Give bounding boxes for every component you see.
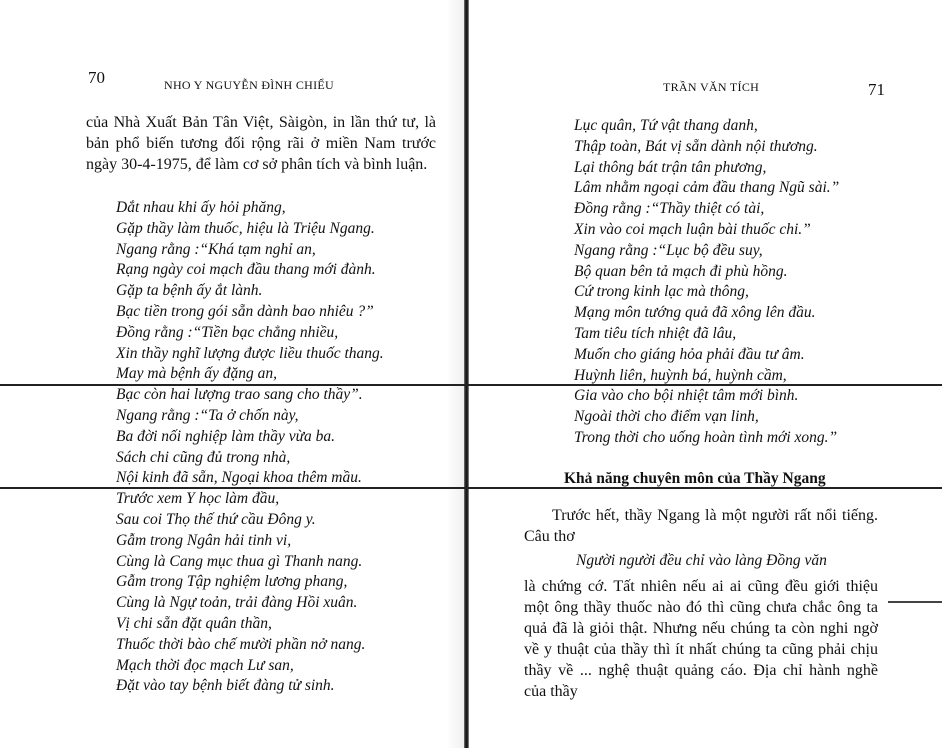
verse-line: Cùng là Ngự toản, trải đàng Hồi xuân. (116, 594, 358, 612)
verse-line: Thập toàn, Bát vị sẵn dành nội thương. (574, 137, 818, 155)
right-page (470, 0, 942, 748)
verse-line: Xin vào coi mạch luận bài thuốc chi.” (574, 220, 811, 238)
verse-line: Ngang rằng :“Lục bộ đều suy, (574, 241, 763, 259)
verse-line: Dắt nhau khi ấy hỏi phăng, (116, 199, 286, 216)
verse-line: Ngoài thời cho điểm vạn linh, (574, 408, 759, 426)
verse-line: Gặp ta bệnh ấy ắt lành. (116, 282, 263, 300)
verse-line: Đồng rằng :“Tiền bạc chẳng nhiều, (116, 323, 339, 341)
verse-line: Bộ quan bên tả mạch đi phù hồng. (574, 262, 788, 280)
paragraph-2-text: là chứng cớ. Tất nhiên nếu ai ai cũng đều giới thiệu một ông thầy thuốc nào đó thì cũng chưa chắc ông ta quả đã là giỏi thật. Nhưng nếu chúng ta còn nghi ngờ về y thuật của thầy thì ít nhất chúng ta cũng phải chịu thầy về ... nghệ thuật quảng cáo. Địa chỉ hành nghề của thầy (524, 578, 878, 700)
verse-line: Ngang rằng :“Ta ở chốn này, (116, 406, 299, 424)
verse-line: Thuốc thời bào chế mười phần nở nang. (116, 635, 366, 653)
intro-paragraph-text: của Nhà Xuất Bản Tân Việt, Sàigòn, in lần thứ tư, là bản phổ biến tương đối rộng rãi ở miền Nam trước ngày 30-4-1975, để làm cơ sở phân tích và bình luận. (86, 114, 436, 173)
scan-line-upper (0, 384, 942, 386)
verse-line: Lâm nhằm ngoại cảm đầu thang Ngũ sài.” (574, 179, 840, 197)
verse-line: Muốn cho giáng hỏa phải đầu tư âm. (574, 345, 805, 363)
left-page (0, 0, 466, 748)
verse-line: Đặt vào tay bệnh biết đàng tử sinh. (116, 677, 335, 695)
body-paragraph-2 (524, 576, 878, 702)
verse-line: Trước xem Y học làm đầu, (116, 490, 280, 508)
section-heading: Khả năng chuyên môn của Thầy Ngang (564, 470, 826, 487)
verse-line: Cứ trong kinh lạc mà thông, (574, 283, 749, 301)
verse-line: Mạch thời đọc mạch Lư san, (116, 656, 294, 674)
scan-line-lower (0, 487, 942, 489)
verse-line: Gia vào cho bội nhiệt tâm mới bình. (574, 387, 799, 405)
verse-line: Tam tiêu tích nhiệt đã lâu, (574, 324, 737, 342)
verse-line: Nội kinh đã sẵn, Ngoại khoa thêm mầu. (116, 469, 362, 487)
verse-line: Vị chi sẵn đặt quân thần, (116, 614, 272, 632)
body-paragraph-1 (524, 505, 878, 547)
verse-line: Rạng ngày coi mạch đầu thang mới đành. (116, 261, 376, 279)
verse-line: Lục quân, Tứ vật thang danh, (574, 117, 758, 134)
quoted-verse: Người người đều chỉ vào làng Đồng văn (576, 552, 827, 569)
verse-line: Cùng là Cang mục thua gì Thanh nang. (116, 552, 363, 570)
verse-line: Đồng rằng :“Thầy thiệt có tài, (574, 200, 765, 218)
verse-line: Trong thời cho uống hoàn tình mới xong.” (574, 428, 838, 446)
intro-paragraph (86, 112, 436, 175)
verse-line: Sau coi Thọ thế thứ cầu Đông y. (116, 510, 316, 528)
page-number-right: 71 (868, 80, 885, 99)
verse-line: Sách chi cũng đủ trong nhà, (116, 448, 291, 466)
verse-line: Mạng môn tướng quả đã xông lên đầu. (574, 304, 816, 322)
verse-line: May mà bệnh ấy đặng an, (116, 365, 277, 383)
verse-line: Bạc còn hai lượng trao sang cho thầy”. (116, 386, 363, 404)
verse-line: Gẫm trong Tập nghiệm lương phang, (116, 573, 348, 591)
margin-mark (888, 601, 942, 603)
running-head-right: TRẦN VĂN TÍCH (663, 80, 760, 94)
verse-line: Xin thầy nghĩ lượng được liều thuốc thang. (116, 344, 384, 362)
running-head-left: NHO Y NGUYỄN ĐÌNH CHIỂU (164, 78, 334, 92)
verse-line: Lại thông bát trận tân phương, (574, 158, 767, 176)
verse-block-left (116, 198, 384, 697)
verse-line: Gẫm trong Ngân hải tinh vi, (116, 531, 292, 549)
paragraph-1-text: Trước hết, thầy Ngang là một người rất nổi tiếng. Câu thơ (524, 507, 878, 545)
page-number-left: 70 (88, 68, 105, 87)
verse-line: Gặp thầy làm thuốc, hiệu là Triệu Ngang. (116, 219, 375, 237)
verse-line: Huỳnh liên, huỳnh bá, huỳnh cầm, (574, 366, 787, 384)
verse-line: Ba đời nối nghiệp làm thầy vừa ba. (116, 427, 336, 445)
verse-line: Bạc tiền trong gói sẵn dành bao nhiêu ?” (116, 302, 374, 320)
verse-block-right (574, 116, 839, 449)
verse-line: Ngang rằng :“Khá tạm nghỉ an, (116, 240, 316, 258)
